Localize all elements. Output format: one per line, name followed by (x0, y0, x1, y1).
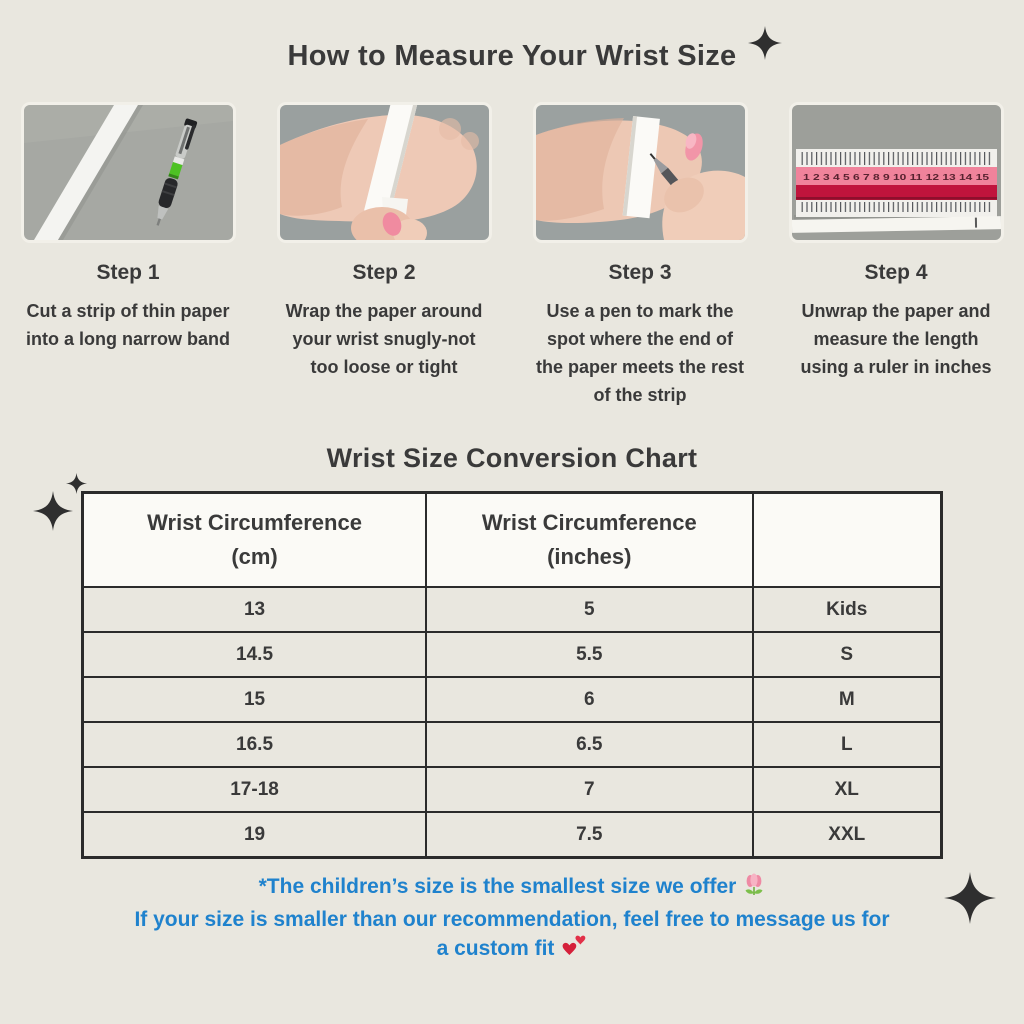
table-row (83, 767, 942, 812)
step-1-description: Cut a strip of thin paper into a long narrow band (26, 301, 230, 349)
cell-cm: 19 (83, 812, 427, 858)
column-header-size (753, 493, 942, 588)
step-4-column (792, 105, 1001, 409)
step-1-photo (24, 105, 233, 240)
footer-line-3 (0, 934, 1024, 967)
steps-row (0, 105, 1024, 409)
header-line: Wrist Circumference (147, 510, 362, 535)
column-header-cm (83, 493, 427, 588)
footer-line-1 (0, 872, 1024, 905)
cell-size: M (753, 677, 942, 722)
step-2-photo (280, 105, 489, 240)
cell-cm: 16.5 (83, 722, 427, 767)
pen-marking-paper-on-wrist-photo (536, 105, 745, 240)
page-title: How to Measure Your Wrist Size (287, 40, 737, 72)
step-3-photo (536, 105, 745, 240)
table-row (83, 587, 942, 632)
step-1-column (24, 105, 233, 409)
sparkle-icon (33, 491, 73, 531)
cell-inches: 6.5 (426, 722, 752, 767)
tulip-icon (743, 873, 765, 905)
cell-size: L (753, 722, 942, 767)
step-3-column (536, 105, 745, 409)
step-1-label: Step 1 (96, 261, 160, 284)
sparkle-icon (944, 872, 996, 924)
paper-strip-and-pen-photo (24, 105, 233, 240)
step-2-label: Step 2 (352, 261, 416, 284)
footer-line-3-text: a custom fit (436, 937, 555, 960)
cell-cm: 13 (83, 587, 427, 632)
table-row (83, 722, 942, 767)
header-line: (inches) (547, 544, 632, 569)
ruler-and-paper-strip-photo (792, 105, 1001, 240)
step-2-column (280, 105, 489, 409)
cell-size: Kids (753, 587, 942, 632)
step-4-photo (792, 105, 1001, 240)
paper-wrapped-around-wrist-photo (280, 105, 489, 240)
sparkle-icon (748, 26, 782, 60)
cell-inches: 7 (426, 767, 752, 812)
conversion-table (81, 491, 943, 859)
step-3-description: Use a pen to mark the spot where the end of the paper meets the rest of the strip (535, 301, 745, 405)
table-row (83, 632, 942, 677)
column-header-inches (426, 493, 752, 588)
cell-cm: 15 (83, 677, 427, 722)
header-line: Wrist Circumference (481, 510, 697, 535)
step-4-label: Step 4 (864, 261, 928, 284)
header-line: (cm) (231, 544, 278, 569)
two-hearts-icon (561, 935, 587, 967)
cell-size: S (753, 632, 942, 677)
footer-note (0, 872, 1024, 967)
cell-inches: 6 (426, 677, 752, 722)
ruler-numbers: 1 2 3 4 5 6 7 8 9 10 11 12 13 14 15 (802, 172, 989, 182)
footer-line-2: If your size is smaller than our recommendation, feel free to message us for (134, 908, 890, 931)
cell-cm: 14.5 (83, 632, 427, 677)
step-2-description: Wrap the paper around your wrist snugly-not too loose or tight (285, 301, 483, 377)
table-header-row (83, 493, 942, 588)
table-row (83, 812, 942, 858)
cell-inches: 7.5 (426, 812, 752, 858)
footer-line-1-text: *The children’s size is the smallest size we offer (258, 875, 737, 898)
cell-size: XXL (753, 812, 942, 858)
table-row (83, 677, 942, 722)
step-3-label: Step 3 (608, 261, 672, 284)
cell-inches: 5.5 (426, 632, 752, 677)
conversion-chart-title: Wrist Size Conversion Chart (326, 443, 698, 473)
step-4-description: Unwrap the paper and measure the length using a ruler in inches (800, 301, 992, 377)
cell-size: XL (753, 767, 942, 812)
cell-inches: 5 (426, 587, 752, 632)
cell-cm: 17-18 (83, 767, 427, 812)
